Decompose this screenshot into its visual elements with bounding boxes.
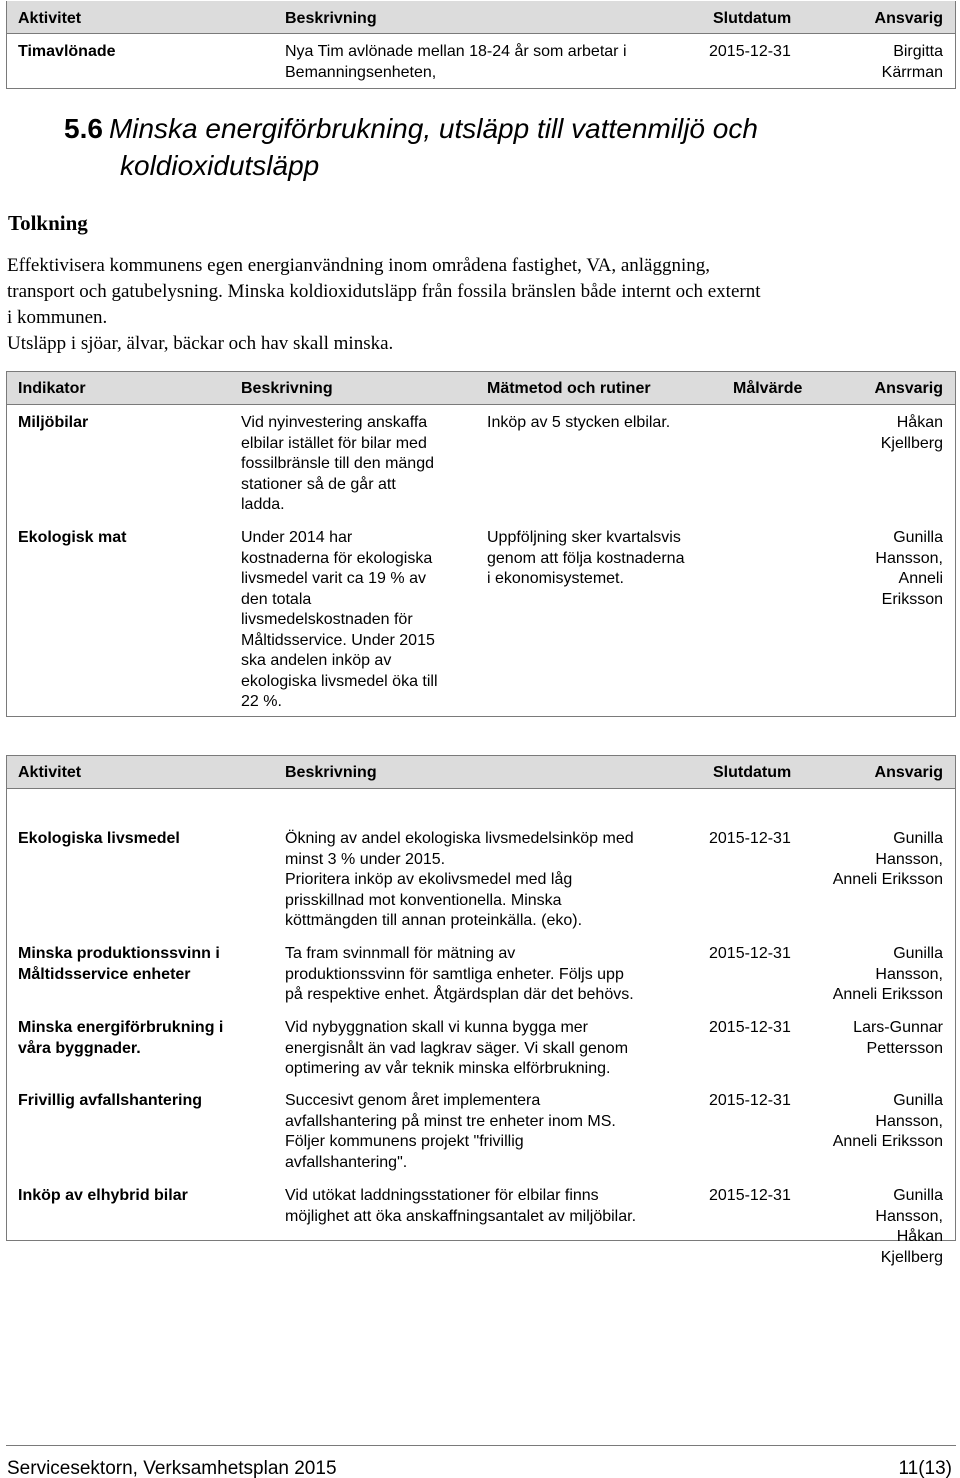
header-responsible: Ansvarig — [874, 10, 943, 27]
description-cell: Under 2014 har kostnaderna för ekologiska livsmedel varit ca 19 % av den totala livsmedelskostnaden för Måltidsservice. Under 2015 ska andelen inköp av ekologiska livsmedel öka till 22 %. — [241, 529, 438, 710]
interpretation-paragraph: Effektivisera kommunens egen energianvändning inom områdena fastighet, VA, anläggning, transport och gatubelysning. Minska koldioxidutsläpp från fossila bränslen både internt och externt i kommunen. Utsläpp i sjöar, älvar, bäckar och hav skall minska. — [7, 255, 761, 354]
activity-cell: Minska energiförbrukning i våra byggnader. — [18, 1019, 224, 1057]
activity-table-header — [7, 756, 955, 789]
description-cell: Ökning av andel ekologiska livsmedelsinköp med minst 3 % under 2015. Prioritera inköp av ekolivsmedel med låg prisskillnad mot konventionella. Minska köttmängden till annan proteinkälla. (eko). — [285, 830, 634, 929]
activity-cell: Ekologiska livsmedel — [18, 830, 180, 847]
top-activity-table — [6, 1, 956, 89]
method-cell: Inköp av 5 stycken elbilar. — [487, 414, 671, 431]
header-description: Beskrivning — [285, 764, 377, 781]
header-end-date: Slutdatum — [713, 10, 792, 27]
header-method: Mätmetod och rutiner — [487, 380, 651, 397]
responsible-cell: Lars-Gunnar Pettersson — [853, 1019, 943, 1057]
footer-document-title: Servicesektorn, Verksamhetsplan 2015 — [7, 1458, 337, 1478]
header-activity: Aktivitet — [18, 10, 82, 27]
date-cell: 2015-12-31 — [709, 43, 791, 60]
top-table-header — [7, 1, 955, 34]
header-description: Beskrivning — [241, 380, 333, 397]
section-number: 5.6 — [64, 113, 103, 144]
activity-table — [6, 755, 956, 1266]
interpretation-heading: Tolkning — [8, 211, 88, 235]
section-title-line2: koldioxidutsläpp — [120, 150, 320, 181]
responsible-cell: Gunilla Hansson, Anneli Eriksson — [832, 1092, 943, 1150]
description-cell: Succesivt genom året implementera avfallshantering på minst tre enheter inom MS. Följer kommunens projekt "frivillig avfallshantering". — [285, 1092, 616, 1171]
description-cell: Vid utökat laddningsstationer för elbilar finns möjlighet att öka anskaffningsantalet av miljöbilar. — [285, 1187, 637, 1225]
section-title-line1: Minska energiförbrukning, utsläpp till vattenmiljö och — [108, 113, 758, 144]
indicator-table-header — [7, 372, 955, 405]
description-cell: Ta fram svinnmall för mätning av produktionssvinn för samtliga enheter. Följs upp på respektive enhet. Åtgärdsplan där det behövs. — [285, 945, 634, 1003]
page-footer — [6, 1445, 956, 1478]
description-cell: Vid nyinvestering anskaffa elbilar istället för bilar med fossilbränsle till den mängd stationer så de går att ladda. — [241, 414, 434, 513]
section-heading — [64, 110, 864, 184]
indicator-cell: Miljöbilar — [18, 414, 89, 431]
responsible-cell: Birgitta Kärrman — [881, 43, 943, 81]
header-activity: Aktivitet — [18, 764, 82, 781]
activity-cell: Minska produktionssvinn i Måltidsservice enheter — [18, 945, 220, 983]
header-target: Målvärde — [733, 380, 803, 397]
date-cell: 2015-12-31 — [709, 1187, 791, 1204]
header-end-date: Slutdatum — [713, 764, 792, 781]
header-responsible: Ansvarig — [874, 764, 943, 781]
description-cell: Vid nybyggnation skall vi kunna bygga mer energisnålt än vad lagkrav säger. Vi skall genom optimering av vår teknik minska elförbrukning. — [285, 1019, 629, 1077]
indicator-table — [6, 371, 956, 717]
header-description: Beskrivning — [285, 10, 377, 27]
footer-page-number: 11(13) — [898, 1458, 952, 1478]
date-cell: 2015-12-31 — [709, 830, 791, 847]
activity-cell: Timavlönade — [18, 43, 116, 60]
activity-cell: Frivillig avfallshantering — [18, 1092, 203, 1109]
header-responsible: Ansvarig — [874, 380, 943, 397]
activity-cell: Inköp av elhybrid bilar — [18, 1187, 188, 1204]
date-cell: 2015-12-31 — [709, 1019, 791, 1036]
responsible-cell: Gunilla Hansson, Håkan Kjellberg — [875, 1187, 943, 1266]
date-cell: 2015-12-31 — [709, 945, 791, 962]
responsible-cell: Håkan Kjellberg — [880, 414, 943, 452]
responsible-cell: Gunilla Hansson, Anneli Eriksson — [832, 830, 943, 888]
header-indicator: Indikator — [18, 380, 86, 397]
indicator-cell: Ekologisk mat — [18, 529, 127, 546]
responsible-cell: Gunilla Hansson, Anneli Eriksson — [875, 529, 943, 608]
date-cell: 2015-12-31 — [709, 1092, 791, 1109]
method-cell: Uppföljning sker kvartalsvis genom att följa kostnaderna i ekonomisystemet. — [487, 529, 685, 587]
responsible-cell: Gunilla Hansson, Anneli Eriksson — [832, 945, 943, 1003]
description-cell: Nya Tim avlönade mellan 18-24 år som arbetar i Bemanningsenheten, — [285, 43, 627, 81]
